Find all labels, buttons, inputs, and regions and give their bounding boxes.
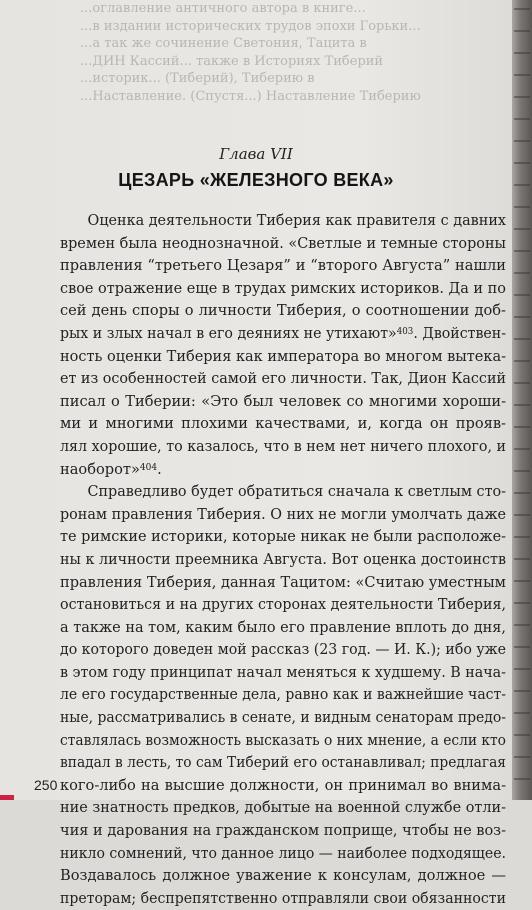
edge-line xyxy=(514,338,530,340)
edge-line xyxy=(514,316,530,318)
text-line xyxy=(60,323,506,346)
edge-line xyxy=(514,778,530,780)
red-marker xyxy=(0,795,14,800)
edge-line xyxy=(514,668,530,670)
text-line xyxy=(60,300,506,323)
text-line-content: сей день споры о личности Тиберия, о соотношении доб- xyxy=(60,302,506,320)
edge-line xyxy=(514,536,530,538)
text-line-content: чия и дарования на гражданском поприще, чтобы не воз- xyxy=(60,822,507,840)
edge-line xyxy=(514,712,530,714)
text-line xyxy=(60,346,506,369)
footnote-ref: 403 xyxy=(396,326,414,337)
edge-line xyxy=(514,734,530,736)
chapter-title: ЦЕЗАРЬ «ЖЕЛЕЗНОГО ВЕКА» xyxy=(118,170,394,190)
edge-line xyxy=(514,624,530,626)
edge-line xyxy=(514,8,530,10)
edge-line xyxy=(514,558,530,560)
edge-line xyxy=(514,52,530,54)
edge-line xyxy=(514,690,530,692)
text-line-content: ет из особенностей самой его личности. Так, Дион Кассий xyxy=(60,370,507,388)
text-line-content: в этом году принципат начал меняться к худшему. В нача- xyxy=(60,663,506,681)
text-line-content: правления Тиберия, данная Тацитом: «Считаю уместным xyxy=(60,573,506,591)
text-line-content: ны к личности преемника Августа. Вот оценка достоинств xyxy=(60,550,507,568)
bleed-line: ...историк... (Тиберий), Тиберию в xyxy=(80,71,315,86)
edge-line xyxy=(514,426,530,428)
edge-line xyxy=(514,448,530,450)
edge-line xyxy=(514,74,530,76)
edge-line xyxy=(514,30,530,32)
bleed-line: ...в издании исторических трудов эпохи Горьки... xyxy=(80,18,421,34)
edge-line xyxy=(514,206,530,208)
text-line xyxy=(60,684,506,707)
edge-line xyxy=(514,96,530,98)
text-line xyxy=(60,459,506,482)
text-line-content: ставлялась возможность высказать о них мнение, а если кто xyxy=(60,731,506,749)
bleed-line: ...оглавление античного автора в книге... xyxy=(80,1,366,16)
text-line-content: лял хорошие, то казалось, что в нем нет ничего плохого, и xyxy=(60,437,507,455)
body-text xyxy=(60,210,506,910)
edge-line xyxy=(514,272,530,274)
text-line xyxy=(60,572,506,595)
edge-line xyxy=(514,294,530,296)
bleed-line: ...а так же сочинение Светония, Тацита в xyxy=(80,36,367,51)
text-line-content: ми и многими плохими качествами, и, когда он прояв- xyxy=(60,415,506,433)
footnote-ref: 404 xyxy=(139,462,158,473)
page-number: 250 xyxy=(34,777,58,793)
edge-line xyxy=(514,580,530,582)
text-line-tail: . xyxy=(157,460,162,478)
text-line-content: ные, рассматривались в сенате, и видным сенаторам предо- xyxy=(60,709,506,727)
text-line-content: писал о Тиберии: «Это был человек со многими хороши- xyxy=(60,392,506,410)
edge-line xyxy=(514,756,530,758)
chapter-label: Глава VII xyxy=(219,145,293,163)
text-line xyxy=(60,888,506,910)
text-line xyxy=(60,617,506,640)
text-line-content: наоборот» xyxy=(60,460,140,478)
text-line-content: а также на том, каким было его правление вплоть до дня, xyxy=(60,618,506,636)
text-line-content: Воздавалось должное уважение к консулам, должное — xyxy=(60,867,506,885)
text-line xyxy=(60,233,506,256)
text-line xyxy=(60,594,506,617)
text-line xyxy=(60,210,506,233)
text-line xyxy=(60,843,506,866)
edge-line xyxy=(514,250,530,252)
edge-line xyxy=(514,470,530,472)
text-line xyxy=(60,639,506,662)
text-line xyxy=(60,820,506,843)
text-line xyxy=(60,413,506,436)
edge-line xyxy=(514,360,530,362)
text-line-content: правления “третьего Цезаря” и “второго Августа” нашли xyxy=(60,257,507,275)
text-line-content: кого-либо на высшие должности, он принимал во внима- xyxy=(60,776,506,794)
text-line-content: ронам правления Тиберия. О них не могли умолчать даже xyxy=(60,505,507,523)
text-line-content: ность оценки Тиберия как императора во многом вытека- xyxy=(60,347,506,365)
bleed-line: ...Наставление. (Спустя...) Наставление Тиберию xyxy=(80,88,421,104)
text-line-content: никло сомнений, что данное лицо — наиболее подходящее. xyxy=(60,844,506,862)
text-line-content: ние знатность предков, добытые на военной службе отли- xyxy=(60,799,507,817)
text-line-content: свое отражение еще в трудах римских историков. Да и по xyxy=(60,279,506,297)
edge-line xyxy=(514,514,530,516)
text-line xyxy=(60,526,506,549)
text-line xyxy=(60,662,506,685)
text-line-content: рых и злых начал в его деяниях не утихают» xyxy=(60,324,397,342)
edge-line xyxy=(514,184,530,186)
text-line-content: остановиться и на других сторонах деятельности Тиберия, xyxy=(60,596,506,614)
text-line xyxy=(60,707,506,730)
text-line xyxy=(60,391,506,414)
text-line xyxy=(60,436,506,459)
text-line-content: Оценка деятельности Тиберия как правителя с давних xyxy=(87,212,506,229)
text-line xyxy=(60,255,506,278)
edge-line xyxy=(514,118,530,120)
text-line-content: преторам; беспрепятственно отправляли свои обязанности xyxy=(60,889,506,907)
edge-line xyxy=(514,492,530,494)
edge-line xyxy=(514,404,530,406)
text-line xyxy=(60,504,506,527)
bleed-line: ...ДИН Кассий... также в Историях Тиберий xyxy=(80,53,384,69)
text-line-content: те римские историки, которые никак не были расположе- xyxy=(60,528,507,546)
bleed-through-text xyxy=(80,0,480,110)
text-line xyxy=(60,368,506,391)
text-line xyxy=(60,752,506,775)
edge-line xyxy=(514,140,530,142)
text-line-content: Справедливо будет обратиться сначала к светлым сто- xyxy=(87,483,506,501)
edge-line xyxy=(514,602,530,604)
text-line xyxy=(60,797,506,820)
edge-line xyxy=(514,646,530,648)
text-line xyxy=(60,278,506,301)
edge-line xyxy=(514,228,530,230)
edge-line xyxy=(514,162,530,164)
edge-line xyxy=(514,382,530,384)
text-line xyxy=(60,549,506,572)
text-line-content: ле его государственные дела, равно как и важнейшие част- xyxy=(60,686,507,704)
text-line xyxy=(60,865,506,888)
next-page-edge xyxy=(512,0,532,800)
text-line xyxy=(60,481,506,504)
text-line-content: впадал в лесть, то сам Тиберий его останавливал; предлагая xyxy=(60,754,506,772)
text-line-tail: . Двойствен- xyxy=(413,324,507,342)
text-line-content: времен была неоднозначной. «Светлые и темные стороны xyxy=(60,234,506,252)
text-line xyxy=(60,775,506,798)
text-line xyxy=(60,730,506,753)
text-line-content: до которого доведен мой рассказ (23 год. — И. К.); ибо уже xyxy=(60,641,506,659)
